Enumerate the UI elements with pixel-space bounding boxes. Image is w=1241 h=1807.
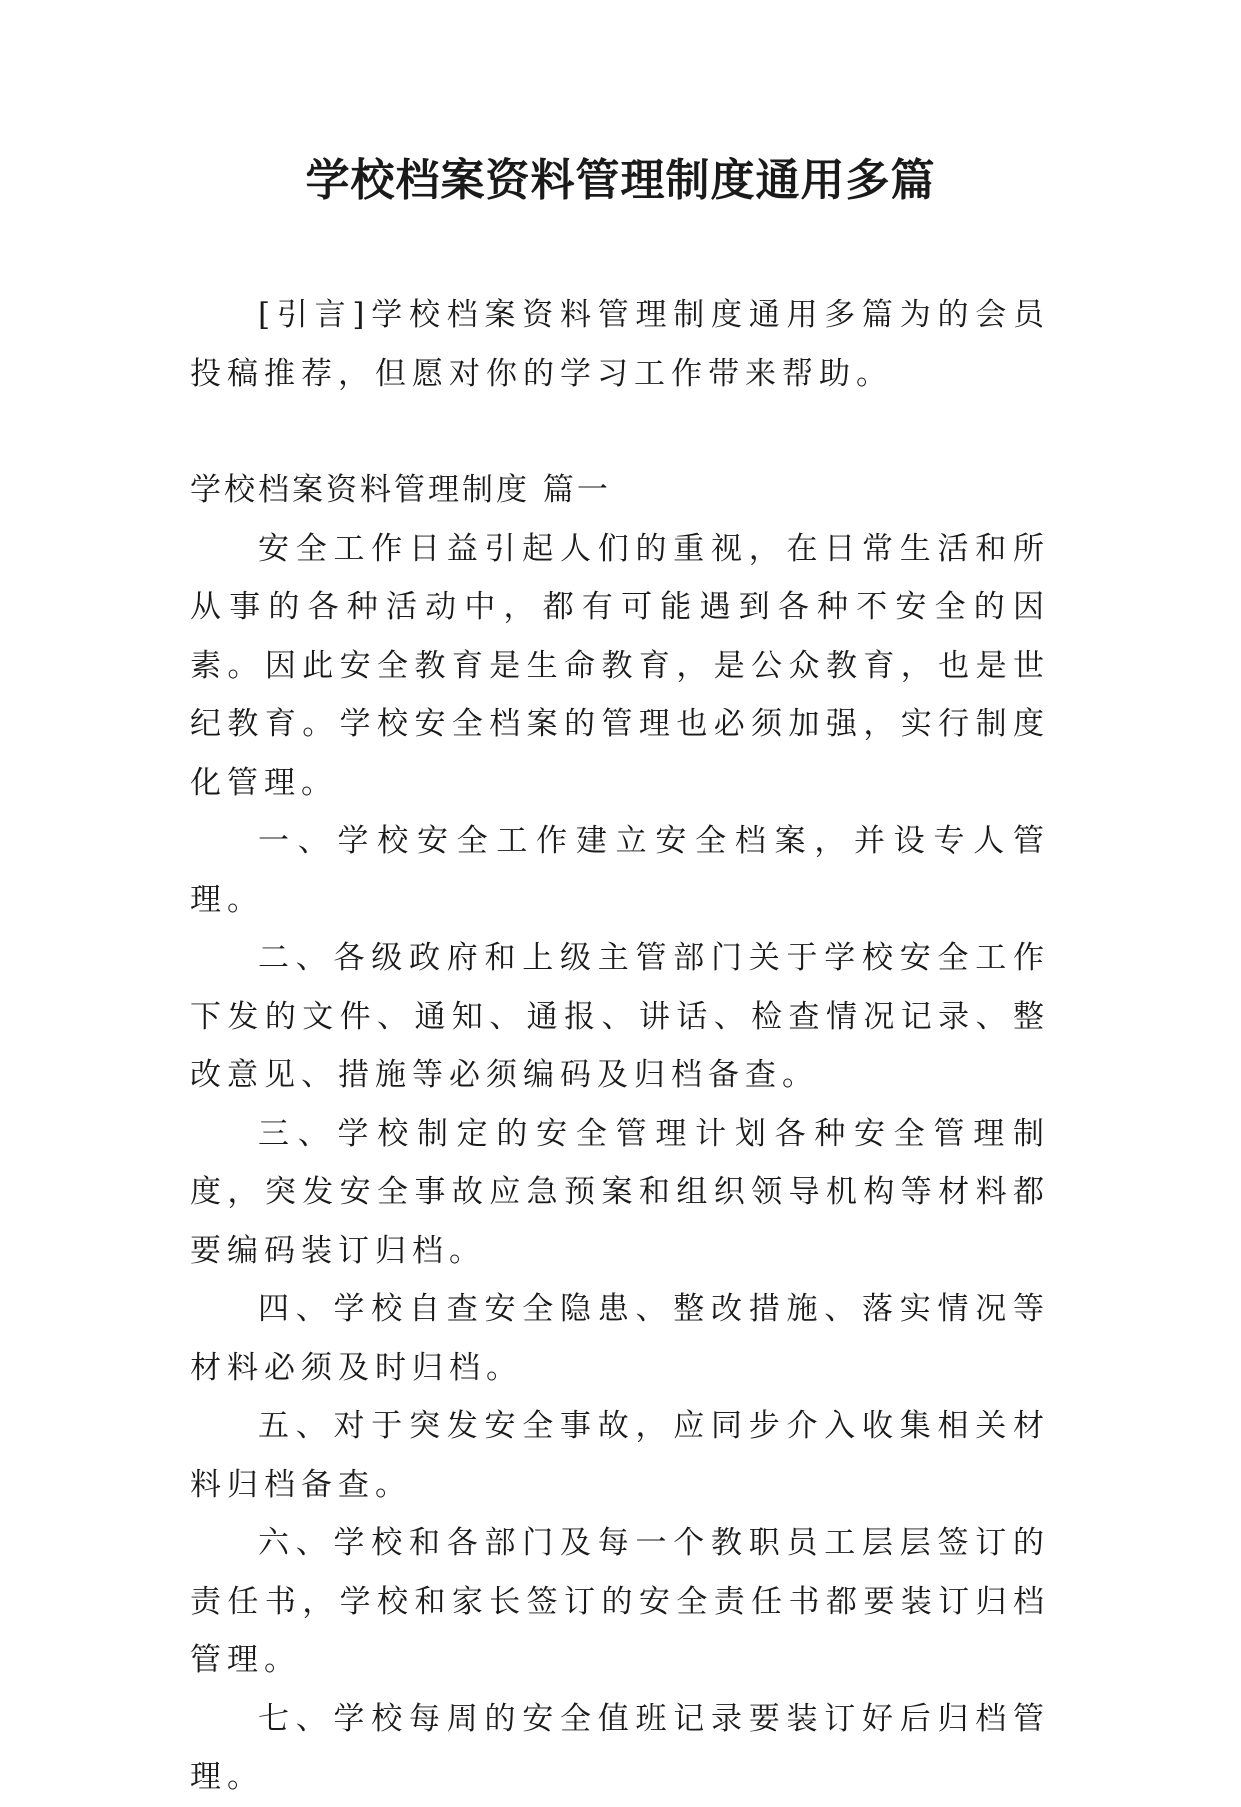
- rule-item-2: 二、各级政府和上级主管部门关于学校安全工作下发的文件、通知、通报、讲话、检查情况记录、整改意见、措施等必须编码及归档备查。: [190, 940, 1050, 1093]
- document-title: 学校档案资料管理制度通用多篇: [305, 155, 936, 206]
- rule-item-7: 七、学校每周的安全值班记录要装订好后归档管理。: [190, 1700, 1050, 1795]
- body-paragraph: 安全工作日益引起人们的重视，在日常生活和所从事的各种活动中，都有可能遇到各种不安全的因素。因此安全教育是生命教育，是公众教育，也是世纪教育。学校安全档案的管理也必须加强，实行制度化管理。: [190, 530, 1050, 801]
- document-body: [190, 286, 1050, 1807]
- intro-paragraph: [引言]学校档案资料管理制度通用多篇为的会员投稿推荐，但愿对你的学习工作带来帮助。: [190, 297, 1050, 392]
- rule-item-3: 三、学校制定的安全管理计划各种安全管理制度，突发安全事故应急预案和组织领导机构等材料都要编码装订归档。: [190, 1115, 1050, 1269]
- rule-item-5: 五、对于突发安全事故，应同步介入收集相关材料归档备查。: [190, 1408, 1050, 1503]
- rule-item-4: 四、学校自查安全隐患、整改措施、落实情况等材料必须及时归档。: [190, 1291, 1050, 1386]
- rule-item-1: 一、学校安全工作建立安全档案，并设专人管理。: [190, 823, 1050, 918]
- section-heading: 学校档案资料管理制度 篇一: [190, 472, 611, 508]
- rule-item-6: 六、学校和各部门及每一个教职员工层层签订的责任书，学校和家长签订的安全责任书都要装订归档管理。: [190, 1525, 1050, 1678]
